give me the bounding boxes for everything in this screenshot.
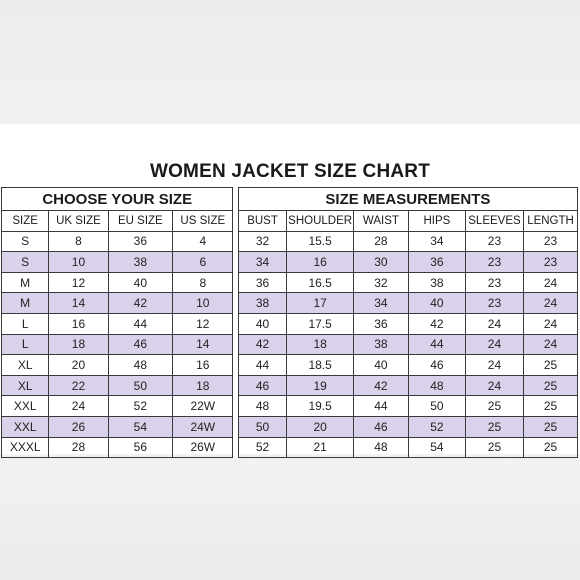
table-row [2,416,578,437]
cell-hips: 34 [408,231,465,252]
cell-uk-size: 22 [49,375,108,396]
cell-sleeves: 23 [465,231,523,252]
col-header-waist: WAIST [353,211,408,232]
column-header-row [2,211,578,232]
chart-title: WOMEN JACKET SIZE CHART [149,161,431,182]
cell-size: S [2,252,49,273]
cell-waist: 48 [353,437,408,458]
cell-length: 25 [524,396,578,417]
col-header-uk-size: UK SIZE [49,211,108,232]
cell-sleeves: 24 [465,313,523,334]
cell-us-size: 22W [173,396,233,417]
cell-uk-size: 18 [49,334,108,355]
table-row [2,396,578,417]
cell-us-size: 4 [173,231,233,252]
cell-shoulder: 18.5 [287,355,354,376]
cell-eu-size: 42 [108,293,173,314]
cell-size: XXL [2,396,49,417]
cell-hips: 46 [408,355,465,376]
cell-eu-size: 52 [108,396,173,417]
cell-us-size: 24W [173,416,233,437]
col-header-sleeves: SLEEVES [465,211,523,232]
cell-us-size: 12 [173,313,233,334]
cell-us-size: 18 [173,375,233,396]
cell-eu-size: 48 [108,355,173,376]
col-header-length: LENGTH [524,211,578,232]
cell-us-size: 10 [173,293,233,314]
table-row [2,437,578,458]
cell-length: 25 [524,355,578,376]
cell-uk-size: 28 [49,437,108,458]
cell-shoulder: 17 [287,293,354,314]
cell-shoulder: 19 [287,375,354,396]
cell-length: 25 [524,375,578,396]
col-header-shoulder: SHOULDER [287,211,354,232]
cell-length: 24 [524,272,578,293]
cell-size: L [2,313,49,334]
cell-waist: 36 [353,313,408,334]
cell-hips: 40 [408,293,465,314]
cell-size: M [2,293,49,314]
cell-shoulder: 16 [287,252,354,273]
top-gray-band [0,0,580,124]
cell-hips: 52 [408,416,465,437]
cell-bust: 38 [238,293,286,314]
table-row [2,231,578,252]
cell-size: S [2,231,49,252]
bottom-gray-band [0,454,580,580]
cell-sleeves: 25 [465,437,523,458]
table-row [2,272,578,293]
cell-length: 24 [524,293,578,314]
cell-length: 25 [524,416,578,437]
cell-waist: 28 [353,231,408,252]
cell-waist: 38 [353,334,408,355]
cell-waist: 46 [353,416,408,437]
cell-size: XXL [2,416,49,437]
cell-us-size: 16 [173,355,233,376]
cell-length: 24 [524,313,578,334]
cell-length: 23 [524,252,578,273]
cell-eu-size: 40 [108,272,173,293]
cell-hips: 54 [408,437,465,458]
group-size-measurements: SIZE MEASUREMENTS [238,188,577,211]
cell-bust: 50 [238,416,286,437]
size-rows [2,231,578,458]
cell-eu-size: 50 [108,375,173,396]
cell-sleeves: 25 [465,396,523,417]
cell-length: 25 [524,437,578,458]
cell-length: 23 [524,231,578,252]
cell-hips: 44 [408,334,465,355]
cell-bust: 46 [238,375,286,396]
cell-hips: 36 [408,252,465,273]
group-choose-your-size: CHOOSE YOUR SIZE [2,188,233,211]
cell-uk-size: 20 [49,355,108,376]
cell-eu-size: 46 [108,334,173,355]
cell-bust: 48 [238,396,286,417]
cell-waist: 34 [353,293,408,314]
cell-us-size: 14 [173,334,233,355]
cell-hips: 48 [408,375,465,396]
cell-bust: 40 [238,313,286,334]
col-header-us-size: US SIZE [173,211,233,232]
cell-shoulder: 21 [287,437,354,458]
cell-bust: 44 [238,355,286,376]
cell-us-size: 26W [173,437,233,458]
cell-uk-size: 12 [49,272,108,293]
cell-hips: 50 [408,396,465,417]
cell-shoulder: 17.5 [287,313,354,334]
cell-eu-size: 44 [108,313,173,334]
cell-eu-size: 54 [108,416,173,437]
col-header-hips: HIPS [408,211,465,232]
cell-uk-size: 10 [49,252,108,273]
cell-bust: 52 [238,437,286,458]
cell-bust: 34 [238,252,286,273]
cell-shoulder: 19.5 [287,396,354,417]
cell-sleeves: 25 [465,416,523,437]
table-row [2,375,578,396]
cell-size: XXXL [2,437,49,458]
col-header-size: SIZE [2,211,49,232]
cell-sleeves: 23 [465,272,523,293]
group-header-row [2,188,578,211]
cell-bust: 32 [238,231,286,252]
col-header-bust: BUST [238,211,286,232]
table-row [2,293,578,314]
cell-hips: 38 [408,272,465,293]
cell-uk-size: 16 [49,313,108,334]
cell-uk-size: 8 [49,231,108,252]
table-row [2,334,578,355]
cell-shoulder: 16.5 [287,272,354,293]
cell-eu-size: 36 [108,231,173,252]
cell-shoulder: 18 [287,334,354,355]
cell-uk-size: 24 [49,396,108,417]
cell-shoulder: 15.5 [287,231,354,252]
cell-size: XL [2,355,49,376]
cell-size: XL [2,375,49,396]
cell-eu-size: 56 [108,437,173,458]
cell-bust: 42 [238,334,286,355]
cell-bust: 36 [238,272,286,293]
cell-size: L [2,334,49,355]
size-chart-table [1,187,578,458]
cell-sleeves: 24 [465,355,523,376]
table-row [2,313,578,334]
cell-waist: 40 [353,355,408,376]
cell-uk-size: 26 [49,416,108,437]
cell-us-size: 6 [173,252,233,273]
cell-waist: 42 [353,375,408,396]
cell-us-size: 8 [173,272,233,293]
cell-sleeves: 24 [465,334,523,355]
cell-uk-size: 14 [49,293,108,314]
table-row [2,355,578,376]
cell-waist: 30 [353,252,408,273]
cell-sleeves: 23 [465,293,523,314]
cell-length: 24 [524,334,578,355]
cell-sleeves: 24 [465,375,523,396]
cell-eu-size: 38 [108,252,173,273]
cell-size: M [2,272,49,293]
col-header-eu-size: EU SIZE [108,211,173,232]
cell-sleeves: 23 [465,252,523,273]
cell-shoulder: 20 [287,416,354,437]
table-row [2,252,578,273]
cell-waist: 32 [353,272,408,293]
cell-waist: 44 [353,396,408,417]
cell-hips: 42 [408,313,465,334]
